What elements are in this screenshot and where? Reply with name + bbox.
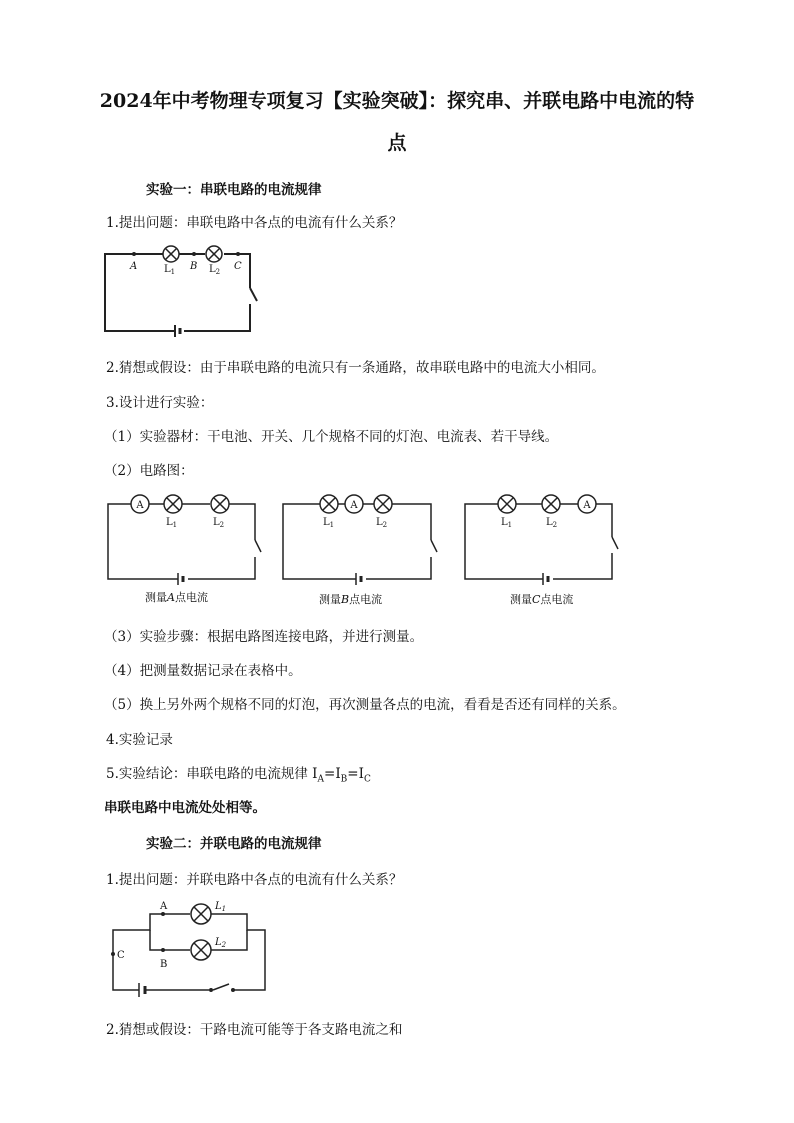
lamp-l1-label: $L_1$ [215,901,227,913]
ammeter-icon: A [136,500,144,511]
circuit-measure-c [462,490,622,610]
lamp-l1-label: $L_1$ [164,264,176,276]
point-c-label: C [117,950,125,961]
lamp-l1-label: $L_1$ [166,517,178,529]
point-b-label: B [190,261,198,272]
parallel-circuit-diagram [105,896,275,1001]
caption-measure-a: 测量A点电流 [145,591,208,604]
series-circuit-diagram [100,240,260,340]
ammeter-icon: A [350,500,358,511]
exp1-heading: 实验一：串联电路的电流规律 [146,182,322,198]
current-formula: $I_A=I_B=I_C$ [312,766,371,785]
circuit-measure-a [105,490,265,610]
exp2-hypothesis: 2.猜想或假设：干路电流可能等于各支路电流之和 [106,1022,403,1038]
exp2-heading: 实验二：并联电路的电流规律 [146,836,322,852]
exp1-step-3: （3）实验步骤：根据电路图连接电路，并进行测量。 [104,629,424,645]
page-title-line1: 2024年中考物理专项复习【实验突破】：探究串、并联电路中电流的特 [99,90,695,112]
lamp-l2-label: $L_2$ [215,937,227,949]
exp1-record: 4.实验记录 [106,732,173,748]
lamp-l1-label: $L_1$ [323,517,335,529]
lamp-l2-label: $L_2$ [213,517,225,529]
exp1-step-1: （1）实验器材：干电池、开关、几个规格不同的灯泡、电流表、若干导线。 [104,429,559,445]
exp1-conclusion-line [106,762,371,785]
point-a-label: A [160,901,168,912]
exp1-conclusion-text: 5.实验结论：串联电路的电流规律 [106,766,313,782]
point-b-label: B [160,959,168,970]
exp1-question: 1.提出问题：串联电路中各点的电流有什么关系？ [106,215,403,231]
ammeter-icon: A [583,500,591,511]
page-title-line2: 点 [387,132,407,154]
lamp-l2-label: $L_2$ [376,517,388,529]
exp1-hypothesis: 2.猜想或假设：由于串联电路的电流只有一条通路，故串联电路中的电流大小相同。 [106,360,605,376]
exp1-step-4: （4）把测量数据记录在表格中。 [104,663,302,679]
exp1-design: 3.设计进行实验： [106,395,214,411]
lamp-l2-label: $L_2$ [546,517,558,529]
exp2-question: 1.提出问题：并联电路中各点的电流有什么关系？ [106,872,403,888]
exp1-step-5: （5）换上另外两个规格不同的灯泡，再次测量各点的电流，看看是否还有同样的关系。 [104,697,626,713]
circuit-measure-b [279,490,439,610]
point-c-label: C [234,261,242,272]
exp1-conclusion-bold: 串联电路中电流处处相等。 [104,800,266,816]
lamp-l1-label: $L_1$ [501,517,513,529]
caption-measure-b: 测量B点电流 [319,593,383,606]
point-a-label: A [130,261,138,272]
lamp-l2-label: $L_2$ [209,264,221,276]
caption-measure-c: 测量C点电流 [510,593,574,606]
exp1-step-2: （2）电路图： [104,463,194,479]
